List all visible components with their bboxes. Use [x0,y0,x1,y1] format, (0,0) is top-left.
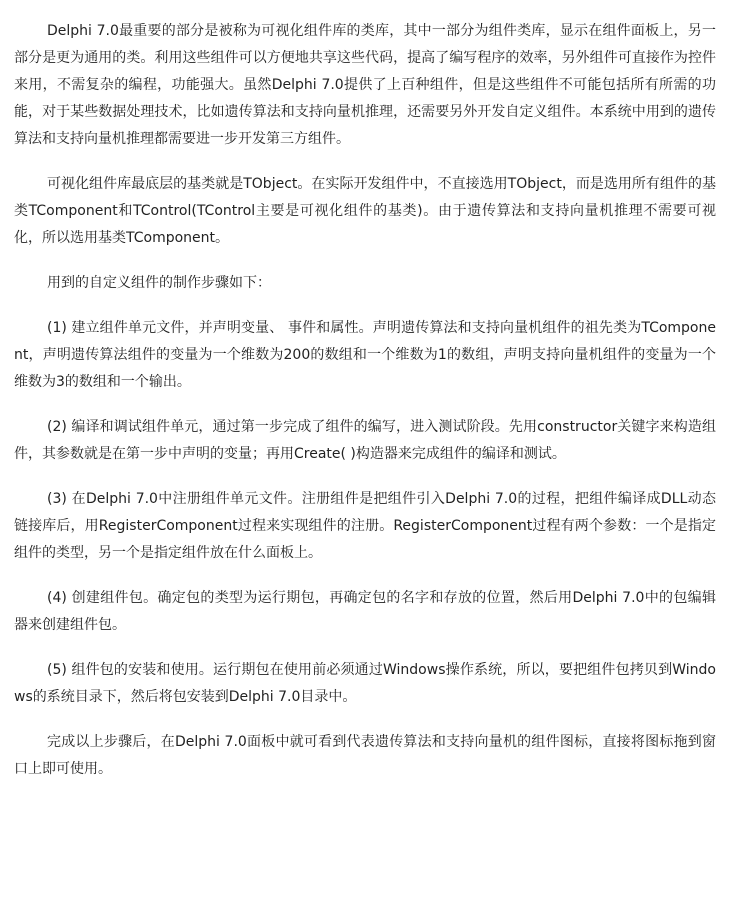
paragraph-step-1: (1) 建立组件单元文件，并声明变量、 事件和属性。声明遗传算法和支持向量机组件的祖先类为TComponent，声明遗传算法组件的变量为一个维数为200的数组和一个维数为1的数组，声明支持向量机组件的变量为一个维数为3的数组和一个输出。 [14,320,716,390]
paragraph-step-3: (3) 在Delphi 7.0中注册组件单元文件。注册组件是把组件引入Delphi 7.0的过程，把组件编译成DLL动态链接库后，用RegisterComponent过程来实现组件的注册。RegisterComponent过程有两个参数：一个是指定组件的类型，另一个是指定组件放在什么面板上。 [14,491,716,561]
paragraph-step-4: (4) 创建组件包。确定包的类型为运行期包，再确定包的名字和存放的位置，然后用Delphi 7.0中的包编辑器来创建组件包。 [14,590,716,633]
document-body [14,18,716,801]
paragraph-steps-heading: 用到的自定义组件的制作步骤如下： [47,275,271,291]
paragraph-conclusion: 完成以上步骤后，在Delphi 7.0面板中就可看到代表遗传算法和支持向量机的组件图标，直接将图标拖到窗口上即可使用。 [14,734,716,777]
paragraph-step-2: (2) 编译和调试组件单元，通过第一步完成了组件的编写，进入测试阶段。先用constructor关键字来构造组件，其参数就是在第一步中声明的变量；再用Create( )构造器来完成组件的编译和测试。 [14,419,716,462]
paragraph-base-class: 可视化组件库最底层的基类就是TObject。在实际开发组件中，不直接选用TObject，而是选用所有组件的基类TComponent和TControl(TControl主要是可视化组件的基类)。由于遗传算法和支持向量机推理不需要可视化，所以选用基类TComponent。 [14,176,716,246]
paragraph-step-5: (5) 组件包的安装和使用。运行期包在使用前必须通过Windows操作系统，所以，要把组件包拷贝到Windows的系统目录下，然后将包安装到Delphi 7.0目录中。 [14,662,716,705]
paragraph-intro: Delphi 7.0最重要的部分是被称为可视化组件库的类库，其中一部分为组件类库，显示在组件面板上，另一部分是更为通用的类。利用这些组件可以方便地共享这些代码，提高了编写程序的效率，另外组件可直接作为控件来用，不需复杂的编程，功能强大。虽然Delphi 7.0提供了上百种组件，但是这些组件不可能包括所有所需的功能，对于某些数据处理技术，比如遗传算法和支持向量机推理，还需要另外开发自定义组件。本系统中用到的遗传算法和支持向量机推理都需要进一步开发第三方组件。 [14,23,716,147]
